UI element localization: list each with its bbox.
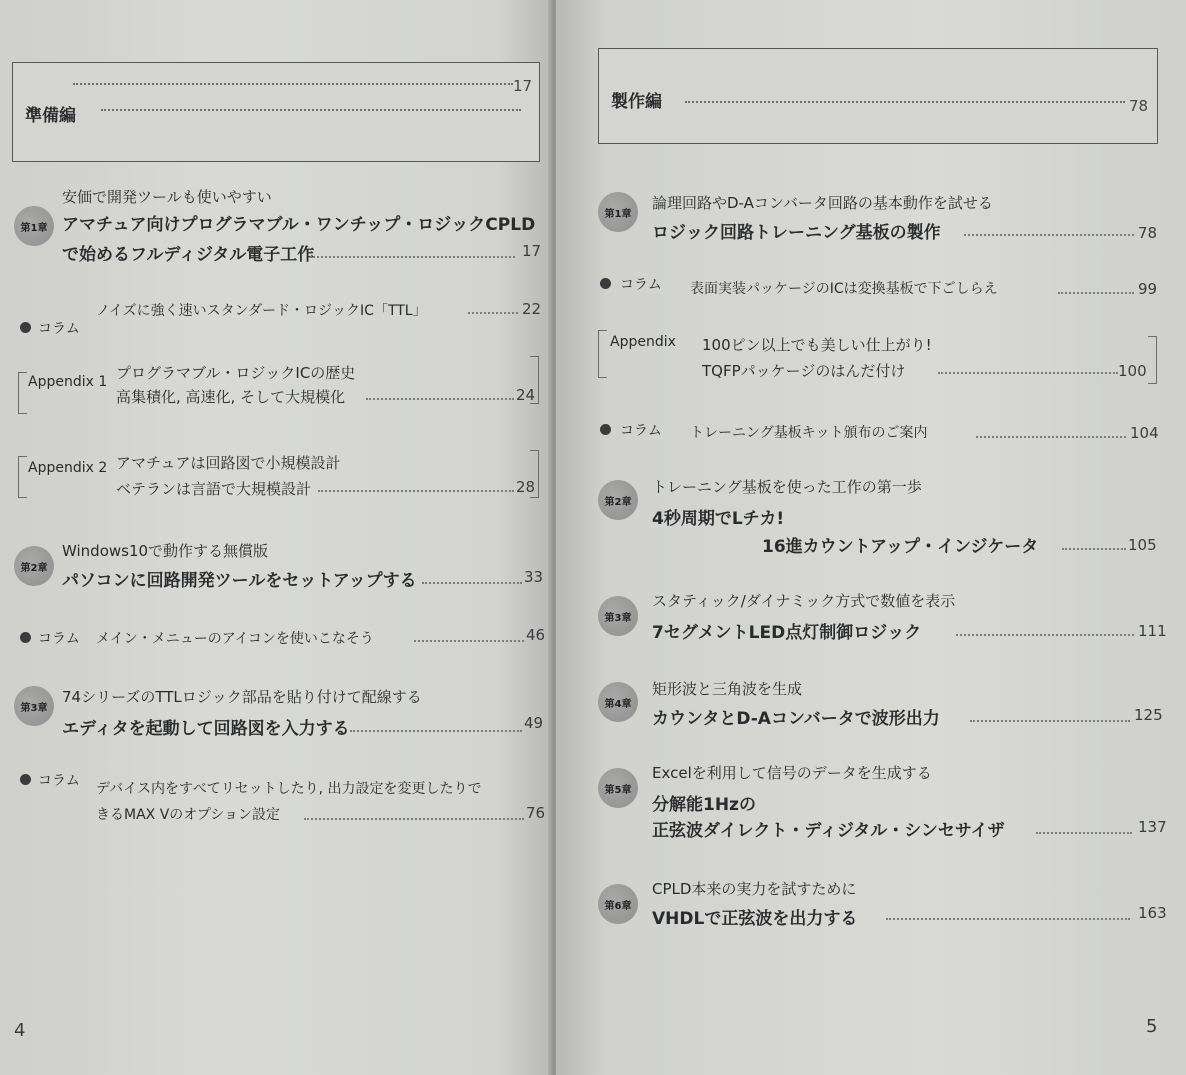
chapter-subtitle: 74シリーズのTTLロジック部品を貼り付けて配線する (62, 688, 422, 706)
page-number: 24 (516, 386, 536, 404)
page-number: 111 (1138, 622, 1167, 640)
appendix-subtitle: 高集積化, 高速化, そして大規模化 (116, 388, 346, 406)
page-number: 99 (1138, 280, 1158, 298)
chapter-title: パソコンに回路開発ツールをセットアップする (62, 571, 417, 591)
column-title: 表面実装パッケージのICは変換基板で下ごしらえ (690, 281, 998, 297)
part-title: 準備編 (25, 106, 76, 126)
page-number: 104 (1130, 424, 1159, 442)
page-number: 125 (1134, 706, 1163, 724)
chapter-badge: 第1章 (598, 192, 638, 232)
chapter-badge: 第3章 (14, 686, 54, 726)
page-number: 22 (522, 300, 542, 318)
chapter-title: ロジック回路トレーニング基板の製作 (652, 223, 941, 243)
chapter-badge: 第4章 (598, 682, 638, 722)
chapter-badge: 第2章 (14, 546, 54, 586)
chapter-title: アマチュア向けプログラマブル・ワンチップ・ロジックCPLD (62, 215, 536, 235)
appendix-title: プログラマブル・ロジックICの歴史 (116, 364, 356, 382)
chapter-title: 正弦波ダイレクト・ディジタル・シンセサイザ (652, 821, 1005, 841)
chapter-badge: 第3章 (598, 596, 638, 636)
column-bullet (600, 278, 611, 289)
leader-dots (310, 256, 515, 258)
column-title: ノイズに強く速いスタンダード・ロジックIC「TTL」 (96, 303, 427, 319)
leader-dots (101, 109, 521, 111)
leader-dots (956, 634, 1134, 636)
leader-dots (304, 818, 524, 820)
page-number: 105 (1128, 536, 1157, 554)
chapter-badge: 第5章 (598, 768, 638, 808)
left-page (0, 0, 552, 1075)
chapter-subtitle: Excelを利用して信号のデータを生成する (652, 764, 932, 782)
column-label: コラム (620, 423, 662, 439)
chapter-title: 分解能1Hzの (652, 795, 756, 815)
right-page (556, 0, 1186, 1075)
appendix-bracket (1148, 336, 1157, 384)
leader-dots (1036, 832, 1132, 834)
leader-dots (468, 312, 518, 314)
page-number: 49 (524, 714, 544, 732)
appendix-label: Appendix (610, 334, 676, 350)
leader-dots (1058, 292, 1134, 294)
leader-dots (414, 640, 524, 642)
page-number: 100 (1118, 362, 1147, 380)
page-number: 78 (1138, 224, 1158, 242)
leader-dots (73, 83, 513, 85)
column-label: コラム (38, 773, 80, 789)
column-title: トレーニング基板キット頒布のご案内 (690, 425, 928, 441)
appendix-bracket (18, 372, 27, 414)
appendix-label: Appendix 1 (28, 374, 108, 390)
chapter-title: 7セグメントLED点灯制御ロジック (652, 623, 922, 643)
page-number: 17 (522, 242, 542, 260)
page-number: 28 (516, 478, 536, 496)
appendix-bracket (18, 456, 27, 498)
column-label: コラム (38, 631, 80, 647)
part-page-number: 17 (513, 77, 533, 95)
leader-dots (685, 101, 1125, 103)
chapter-subtitle: 安価で開発ツールも使いやすい (62, 188, 272, 206)
chapter-subtitle: 矩形波と三角波を生成 (652, 680, 803, 698)
column-bullet (20, 322, 31, 333)
chapter-title: 16進カウントアップ・インジケータ (762, 537, 1039, 557)
column-title: デバイス内をすべてリセットしたり, 出力設定を変更したりで (96, 781, 482, 797)
page-number: 33 (524, 568, 544, 586)
column-title-cont: きるMAX Vのオプション設定 (96, 807, 281, 823)
appendix-subtitle: ベテランは言語で大規模設計 (116, 480, 312, 498)
part-page-number: 78 (1129, 97, 1149, 115)
chapter-title: VHDLで正弦波を出力する (652, 909, 858, 929)
chapter-title: エディタを起動して回路図を入力する (62, 719, 350, 739)
leader-dots (422, 582, 522, 584)
leader-dots (318, 490, 514, 492)
column-bullet (20, 774, 31, 785)
leader-dots (350, 730, 522, 732)
appendix-bracket (598, 330, 607, 378)
chapter-badge: 第2章 (598, 480, 638, 520)
part-header-seisaku (598, 48, 1158, 144)
column-label: コラム (38, 321, 80, 337)
chapter-subtitle: 論理回路やD-Aコンバータ回路の基本動作を試せる (652, 194, 993, 212)
chapter-subtitle: CPLD本来の実力を試すために (652, 880, 857, 898)
chapter-badge: 第1章 (14, 206, 54, 246)
column-title: メイン・メニューのアイコンを使いこなそう (96, 631, 374, 647)
chapter-subtitle: Windows10で動作する無償版 (62, 542, 269, 560)
column-bullet (600, 424, 611, 435)
appendix-label: Appendix 2 (28, 460, 108, 476)
part-title: 製作編 (611, 92, 662, 112)
page-number: 46 (526, 626, 546, 644)
leader-dots (976, 436, 1126, 438)
part-header-junbi (12, 62, 540, 162)
chapter-subtitle: トレーニング基板を使った工作の第一歩 (652, 478, 922, 496)
chapter-badge: 第6章 (598, 884, 638, 924)
page-number: 163 (1138, 904, 1167, 922)
leader-dots (886, 918, 1130, 920)
chapter-title: 4秒周期でLチカ! (652, 509, 785, 529)
page-number: 76 (526, 804, 546, 822)
leader-dots (1062, 548, 1126, 550)
leader-dots (964, 234, 1134, 236)
chapter-title: カウンタとD-Aコンバータで波形出力 (652, 709, 940, 729)
page-number: 137 (1138, 818, 1167, 836)
leader-dots (938, 372, 1118, 374)
appendix-title: 100ピン以上でも美しい仕上がり! (702, 336, 932, 354)
page-folio: 4 (14, 1020, 26, 1041)
page-folio: 5 (1146, 1016, 1158, 1037)
leader-dots (366, 398, 514, 400)
leader-dots (970, 720, 1130, 722)
chapter-subtitle: スタティック/ダイナミック方式で数値を表示 (652, 592, 956, 610)
column-bullet (20, 632, 31, 643)
appendix-title: アマチュアは回路図で小規模設計 (116, 454, 341, 472)
appendix-subtitle: TQFPパッケージのはんだ付け (702, 362, 906, 380)
chapter-title: で始めるフルディジタル電子工作 (62, 245, 315, 265)
column-label: コラム (620, 277, 662, 293)
